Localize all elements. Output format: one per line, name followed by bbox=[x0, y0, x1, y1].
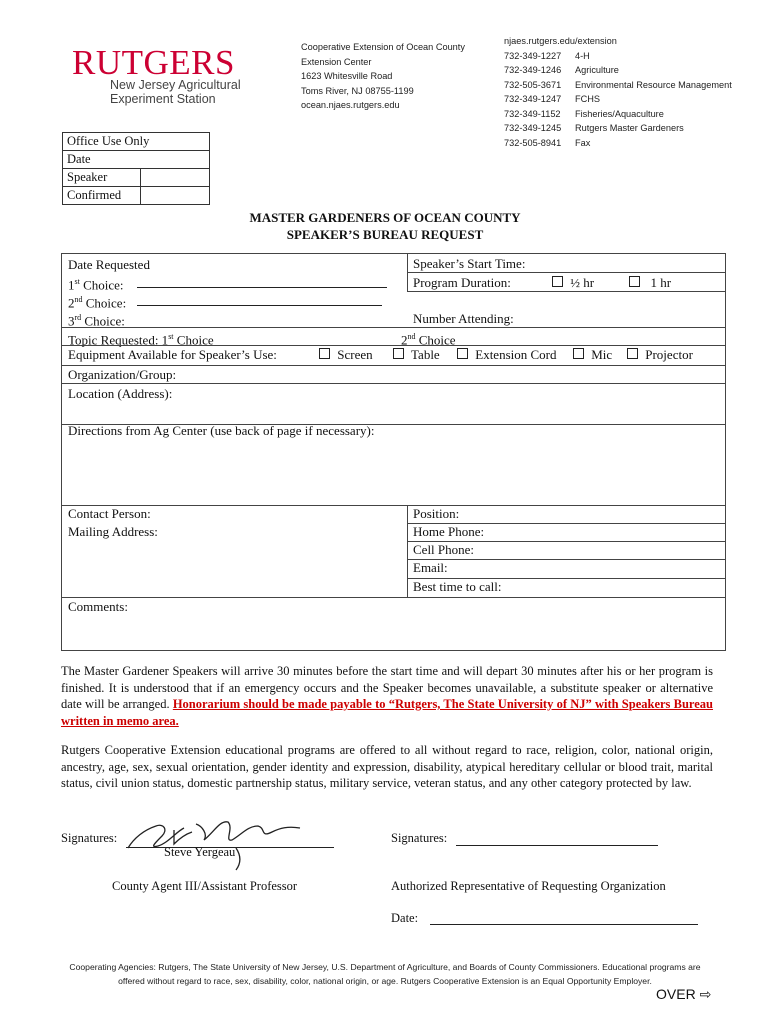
contact-row: 732-349-1245 Rutgers Master Gardeners bbox=[504, 123, 684, 133]
date-label: Date: bbox=[391, 911, 419, 925]
contact-row: 732-349-1247 FCHS bbox=[504, 94, 601, 104]
extension-url: njaes.rutgers.edu/extension bbox=[504, 36, 617, 46]
start-time-label: Speaker’s Start Time: bbox=[413, 256, 526, 271]
table-checkbox[interactable] bbox=[393, 348, 404, 359]
one-hour-checkbox[interactable] bbox=[629, 276, 640, 287]
right-signature-label: Signatures: bbox=[391, 831, 448, 845]
duration-label: Program Duration: bbox=[413, 275, 511, 290]
logo-subtitle: New Jersey Agricultural Experiment Station bbox=[110, 78, 241, 106]
left-signature-label: Signatures: bbox=[61, 831, 118, 845]
extension-cord-checkbox[interactable] bbox=[457, 348, 468, 359]
second-choice-input[interactable] bbox=[137, 305, 382, 306]
comments-label: Comments: bbox=[68, 599, 128, 614]
contact-row: 732-349-1227 4-H bbox=[504, 50, 590, 61]
position-label: Position: bbox=[413, 506, 460, 521]
screen-option[interactable]: Screen bbox=[319, 347, 373, 363]
office-speaker-field[interactable]: Speaker bbox=[63, 169, 209, 187]
date-requested-label: Date Requested bbox=[68, 257, 150, 272]
home-phone-label: Home Phone: bbox=[413, 524, 485, 539]
contact-list bbox=[504, 34, 732, 150]
signer-name: Steve Yergeau bbox=[164, 845, 236, 859]
office-address: Cooperative Extension of Ocean County Extension Center 1623 Whitesville Road Toms River, NJ 08755-1199 ocean.njaes.rutgers.edu bbox=[301, 42, 465, 110]
half-hour-checkbox[interactable] bbox=[552, 276, 563, 287]
email-label: Email: bbox=[413, 560, 448, 575]
office-confirmed-field[interactable]: Confirmed bbox=[63, 187, 209, 204]
contact-person-label: Contact Person: bbox=[68, 506, 151, 521]
equipment-label: Equipment Available for Speaker’s Use: bbox=[68, 347, 277, 362]
office-use-title: Office Use Only bbox=[63, 133, 209, 151]
topic-second-choice-label: 2nd Choice bbox=[401, 332, 456, 348]
logo-wordmark: RUTGERS bbox=[72, 43, 235, 82]
screen-checkbox[interactable] bbox=[319, 348, 330, 359]
mailing-address-label: Mailing Address: bbox=[68, 524, 158, 539]
signer-title: County Agent III/Assistant Professor bbox=[112, 879, 298, 893]
half-hour-option[interactable]: ½ hr bbox=[552, 275, 594, 291]
request-form bbox=[61, 253, 726, 651]
organization-label: Organization/Group: bbox=[68, 367, 177, 382]
contact-row: 732-349-1246 Agriculture bbox=[504, 65, 619, 75]
contact-row: 732-349-1152 Fisheries/Aquaculture bbox=[504, 108, 664, 119]
projector-option[interactable]: Projector bbox=[627, 347, 693, 363]
policy-paragraph: The Master Gardener Speakers will arrive 30 minutes before the start time and will depart 30 minutes after his or her program is finished. It is understood that if an emergency occurs and the Speaker becomes unavailable, a substitute speaker or alternative date will be arranged. Honorarium should be made payable to “Rutgers, The State University of NJ” with Speakers Bureau written in memo area. bbox=[61, 664, 713, 728]
rutgers-logo bbox=[72, 45, 235, 80]
second-choice-label: 2nd Choice: bbox=[68, 295, 127, 311]
first-choice-input[interactable] bbox=[137, 287, 387, 288]
mic-option[interactable]: Mic bbox=[573, 347, 612, 363]
office-date-field[interactable]: Date bbox=[63, 151, 209, 169]
nondiscrimination-paragraph: Rutgers Cooperative Extension educational programs are offered to all without regard to race, religion, color, national origin, ancestry, age, sex, sexual orientation, gender identity and expression, disability, atypical hereditary cellular or blood trait, marital status, civil union status, domestic partnership status, military service, veteran status, and any other category protected by law. bbox=[61, 743, 713, 790]
first-choice-label: 1st Choice: bbox=[68, 277, 124, 293]
date-line[interactable] bbox=[430, 924, 698, 925]
number-attending-label: Number Attending: bbox=[413, 311, 514, 326]
directions-label: Directions from Ag Center (use back of page if necessary): bbox=[68, 423, 375, 438]
extension-cord-option[interactable]: Extension Cord bbox=[457, 347, 557, 363]
footer: Cooperating Agencies: Rutgers, The State University of New Jersey, U.S. Department of Agriculture, and Boards of County Commissioners. Educational programs are offered without regard to race, sex, disability, color, national origin, or age. Rutgers Cooperative Extension is an Equal Opportunity Employer. bbox=[69, 962, 701, 986]
office-use-box bbox=[62, 132, 210, 205]
over-indicator: OVER ⇨ bbox=[656, 986, 712, 1002]
right-signature-line[interactable] bbox=[456, 845, 658, 846]
handwritten-signature bbox=[124, 808, 304, 872]
contact-row: 732-505-8941 Fax bbox=[504, 137, 591, 148]
representative-title: Authorized Representative of Requesting Organization bbox=[391, 879, 666, 893]
projector-checkbox[interactable] bbox=[627, 348, 638, 359]
table-option[interactable]: Table bbox=[393, 347, 440, 363]
form-title: MASTER GARDENERS OF OCEAN COUNTY SPEAKER’S BUREAU REQUEST bbox=[249, 210, 521, 242]
honorarium-note: Honorarium should be made payable to “Rutgers, The State University of NJ” with Speakers Bureau written in memo area. bbox=[61, 697, 713, 728]
contact-row: 732-505-3671 Environmental Resource Management bbox=[504, 79, 732, 90]
one-hour-option[interactable]: 1 hr bbox=[629, 275, 671, 291]
mic-checkbox[interactable] bbox=[573, 348, 584, 359]
cell-phone-label: Cell Phone: bbox=[413, 542, 475, 557]
location-label: Location (Address): bbox=[68, 386, 173, 401]
best-time-label: Best time to call: bbox=[413, 579, 502, 594]
topic-first-choice-label: Topic Requested: 1st Choice bbox=[68, 332, 214, 348]
third-choice-label: 3rd Choice: bbox=[68, 313, 125, 329]
